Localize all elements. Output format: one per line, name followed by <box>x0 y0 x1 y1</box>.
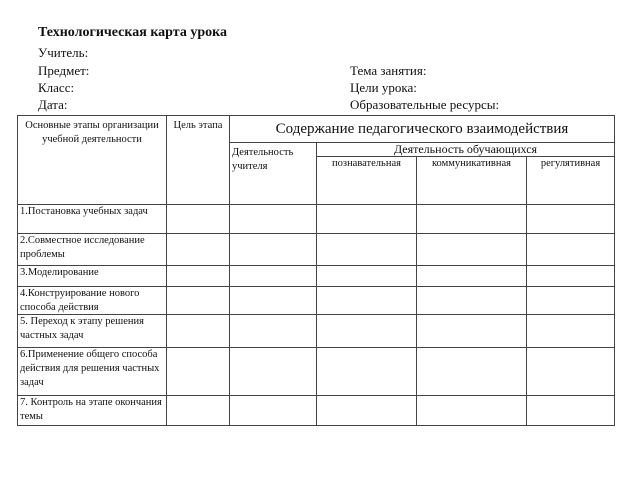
teacher-cell <box>230 315 317 348</box>
communicative-cell <box>417 348 527 396</box>
teacher-cell <box>230 348 317 396</box>
table-row <box>18 234 615 266</box>
cognitive-cell <box>317 234 417 266</box>
goal-cell <box>167 348 230 396</box>
stage-cell: 1.Постановка учебных задач <box>18 205 167 234</box>
regulatory-cell <box>527 205 615 234</box>
stage-cell: 5. Переход к этапу решения частных задач <box>18 315 167 348</box>
communicative-cell <box>417 396 527 426</box>
regulatory-cell <box>527 396 615 426</box>
teacher-label: Учитель: <box>38 45 89 60</box>
communicative-cell <box>417 315 527 348</box>
goal-cell <box>167 287 230 315</box>
regulatory-cell <box>527 315 615 348</box>
stage-cell: 2.Совместное исследование проблемы <box>18 234 167 266</box>
header-student-activity: Деятельность обучающихся <box>317 143 615 157</box>
stage-cell: 7. Контроль на этапе окончания темы <box>18 396 167 426</box>
communicative-cell <box>417 234 527 266</box>
goal-cell <box>167 315 230 348</box>
goal-cell <box>167 396 230 426</box>
table-row <box>18 266 615 287</box>
table-row <box>18 315 615 348</box>
table-row <box>18 348 615 396</box>
regulatory-cell <box>527 348 615 396</box>
header-teacher-activity: Деятельность учителя <box>230 143 317 205</box>
header-cognitive: познавательная <box>317 157 417 205</box>
cognitive-cell <box>317 396 417 426</box>
goal-cell <box>167 266 230 287</box>
lesson-plan-table <box>17 115 615 426</box>
communicative-cell <box>417 287 527 315</box>
cognitive-cell <box>317 315 417 348</box>
header-stages: Основные этапы организации учебной деятельности <box>18 116 167 205</box>
header-goal: Цель этапа <box>167 116 230 205</box>
regulatory-cell <box>527 234 615 266</box>
teacher-cell <box>230 396 317 426</box>
communicative-cell <box>417 205 527 234</box>
header-regulatory: регулятивная <box>527 157 615 205</box>
topic-label: Тема занятия: <box>350 63 427 78</box>
teacher-cell <box>230 234 317 266</box>
goals-label: Цели урока: <box>350 80 417 95</box>
stage-cell: 4.Конструирование нового способа действия <box>18 287 167 315</box>
class-label: Класс: <box>38 80 75 95</box>
cognitive-cell <box>317 287 417 315</box>
date-label: Дата: <box>38 97 68 112</box>
cognitive-cell <box>317 205 417 234</box>
subject-label: Предмет: <box>38 63 90 78</box>
table-row <box>18 287 615 315</box>
cognitive-cell <box>317 348 417 396</box>
teacher-cell <box>230 287 317 315</box>
regulatory-cell <box>527 266 615 287</box>
header-content: Содержание педагогического взаимодействия <box>230 116 615 143</box>
goal-cell <box>167 205 230 234</box>
table-row <box>18 396 615 426</box>
table-row <box>18 205 615 234</box>
goal-cell <box>167 234 230 266</box>
teacher-cell <box>230 205 317 234</box>
stage-cell: 3.Моделирование <box>18 266 167 287</box>
cognitive-cell <box>317 266 417 287</box>
communicative-cell <box>417 266 527 287</box>
regulatory-cell <box>527 287 615 315</box>
table-border-fragment <box>614 297 615 323</box>
teacher-cell <box>230 266 317 287</box>
document-title: Технологическая карта урока <box>38 25 227 40</box>
stage-cell: 6.Применение общего способа действия для решения частных задач <box>18 348 167 396</box>
header-communicative: коммуникативная <box>417 157 527 205</box>
resources-label: Образовательные ресурсы: <box>350 97 500 112</box>
